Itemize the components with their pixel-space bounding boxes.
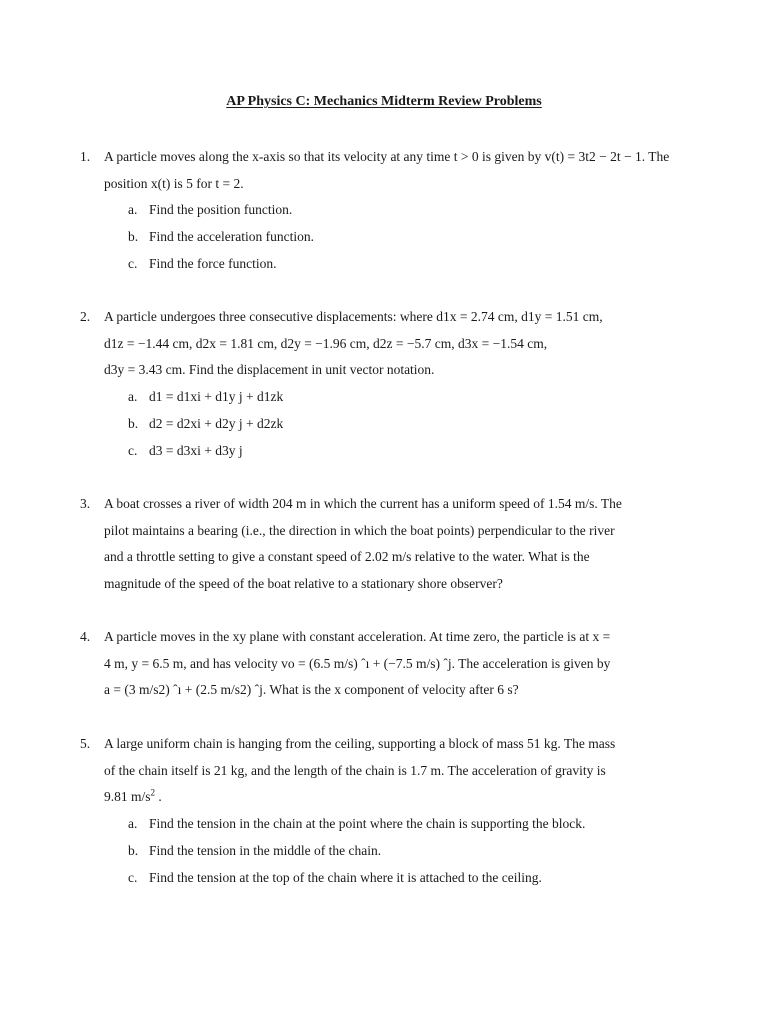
problem-text-line: of the chain itself is 21 kg, and the length of the chain is 1.7 m. The acceleration of gravity is — [104, 762, 606, 778]
subpart-a — [128, 197, 690, 224]
subpart-label: c. — [128, 255, 138, 271]
subpart-label: a. — [128, 816, 138, 832]
problem-text: A particle moves along the x-axis so that its velocity at any time t > 0 is given by v(t) = 3t2 − 2t − 1. The position x(t) is 5 for t = 2. — [104, 149, 670, 191]
problem-number: 5. — [80, 736, 91, 751]
problem-text-line: magnitude of the speed of the boat relative to a stationary shore observer? — [104, 576, 503, 592]
subpart-label: c. — [128, 869, 138, 885]
problem-text-line: A boat crosses a river of width 204 m in which the current has a uniform speed of 1.54 m/s. The — [104, 496, 622, 511]
subpart-text: Find the tension in the chain at the point where the chain is supporting the block. — [149, 816, 586, 832]
subpart-label: a. — [128, 389, 138, 405]
problem-text-line: 4 m, y = 6.5 m, and has velocity vo = (6.5 m/s) ˆı + (−7.5 m/s) ˆj. The acceleration is given by — [104, 655, 611, 671]
subpart-text: Find the force function. — [149, 255, 277, 271]
problem-text-line: A particle moves in the xy plane with constant acceleration. At time zero, the particle is at x = — [104, 629, 611, 644]
subpart-a — [128, 811, 690, 838]
problem-number: 3. — [80, 496, 91, 511]
problem-2 — [80, 304, 690, 464]
subpart-a — [128, 384, 690, 411]
problem-text-line: d1z = −1.44 cm, d2x = 1.81 cm, d2y = −1.96 cm, d2z = −5.7 cm, d3x = −1.54 cm, — [104, 335, 548, 351]
problem-text-line — [104, 784, 690, 811]
problem-text-line: A particle undergoes three consecutive displacements: where d1x = 2.74 cm, d1y = 1.51 cm, — [104, 309, 603, 324]
subpart-text: Find the acceleration function. — [149, 229, 314, 245]
subpart-label: b. — [128, 415, 139, 431]
subpart-label: b. — [128, 842, 139, 858]
problem-5 — [80, 731, 690, 891]
problem-text-line: pilot maintains a bearing (i.e., the direction in which the boat points) perpendicular to the river — [104, 522, 615, 538]
subpart-c — [128, 865, 690, 892]
problem-text-line: d3y = 3.43 cm. Find the displacement in unit vector notation. — [104, 362, 435, 378]
subpart-b — [128, 224, 690, 251]
subpart-label: c. — [128, 442, 138, 458]
subpart-text: Find the tension at the top of the chain where it is attached to the ceiling. — [149, 869, 542, 885]
problem-text-line: a = (3 m/s2) ˆı + (2.5 m/s2) ˆj. What is the x component of velocity after 6 s? — [104, 682, 519, 698]
subpart-c — [128, 438, 690, 465]
document-title: AP Physics C: Mechanics Midterm Review Problems — [226, 94, 542, 109]
subpart-text: Find the position function. — [149, 202, 293, 218]
subpart-b — [128, 411, 690, 438]
gravity-value: 9.81 m/s — [104, 789, 151, 805]
subpart-text: d3 = d3xi + d3y j — [149, 442, 243, 458]
problem-number: 4. — [80, 629, 91, 644]
problem-4 — [80, 624, 690, 704]
problem-3 — [80, 491, 690, 598]
gravity-end: . — [155, 789, 162, 805]
gravity-exponent: 2 — [150, 787, 156, 798]
problem-number: 2. — [80, 309, 91, 324]
subpart-text: d2 = d2xi + d2y j + d2zk — [149, 415, 284, 431]
problem-number: 1. — [80, 149, 91, 164]
subpart-text: Find the tension in the middle of the chain. — [149, 842, 382, 858]
subpart-label: b. — [128, 229, 139, 245]
problem-text-line: A large uniform chain is hanging from the ceiling, supporting a block of mass 51 kg. The mass — [104, 736, 616, 751]
subpart-c — [128, 251, 690, 278]
subpart-text: d1 = d1xi + d1y j + d1zk — [149, 389, 284, 405]
subpart-b — [128, 838, 690, 865]
problem-1 — [80, 144, 690, 278]
problem-text-line: and a throttle setting to give a constant speed of 2.02 m/s relative to the water. What is the — [104, 549, 590, 565]
subpart-label: a. — [128, 202, 138, 218]
